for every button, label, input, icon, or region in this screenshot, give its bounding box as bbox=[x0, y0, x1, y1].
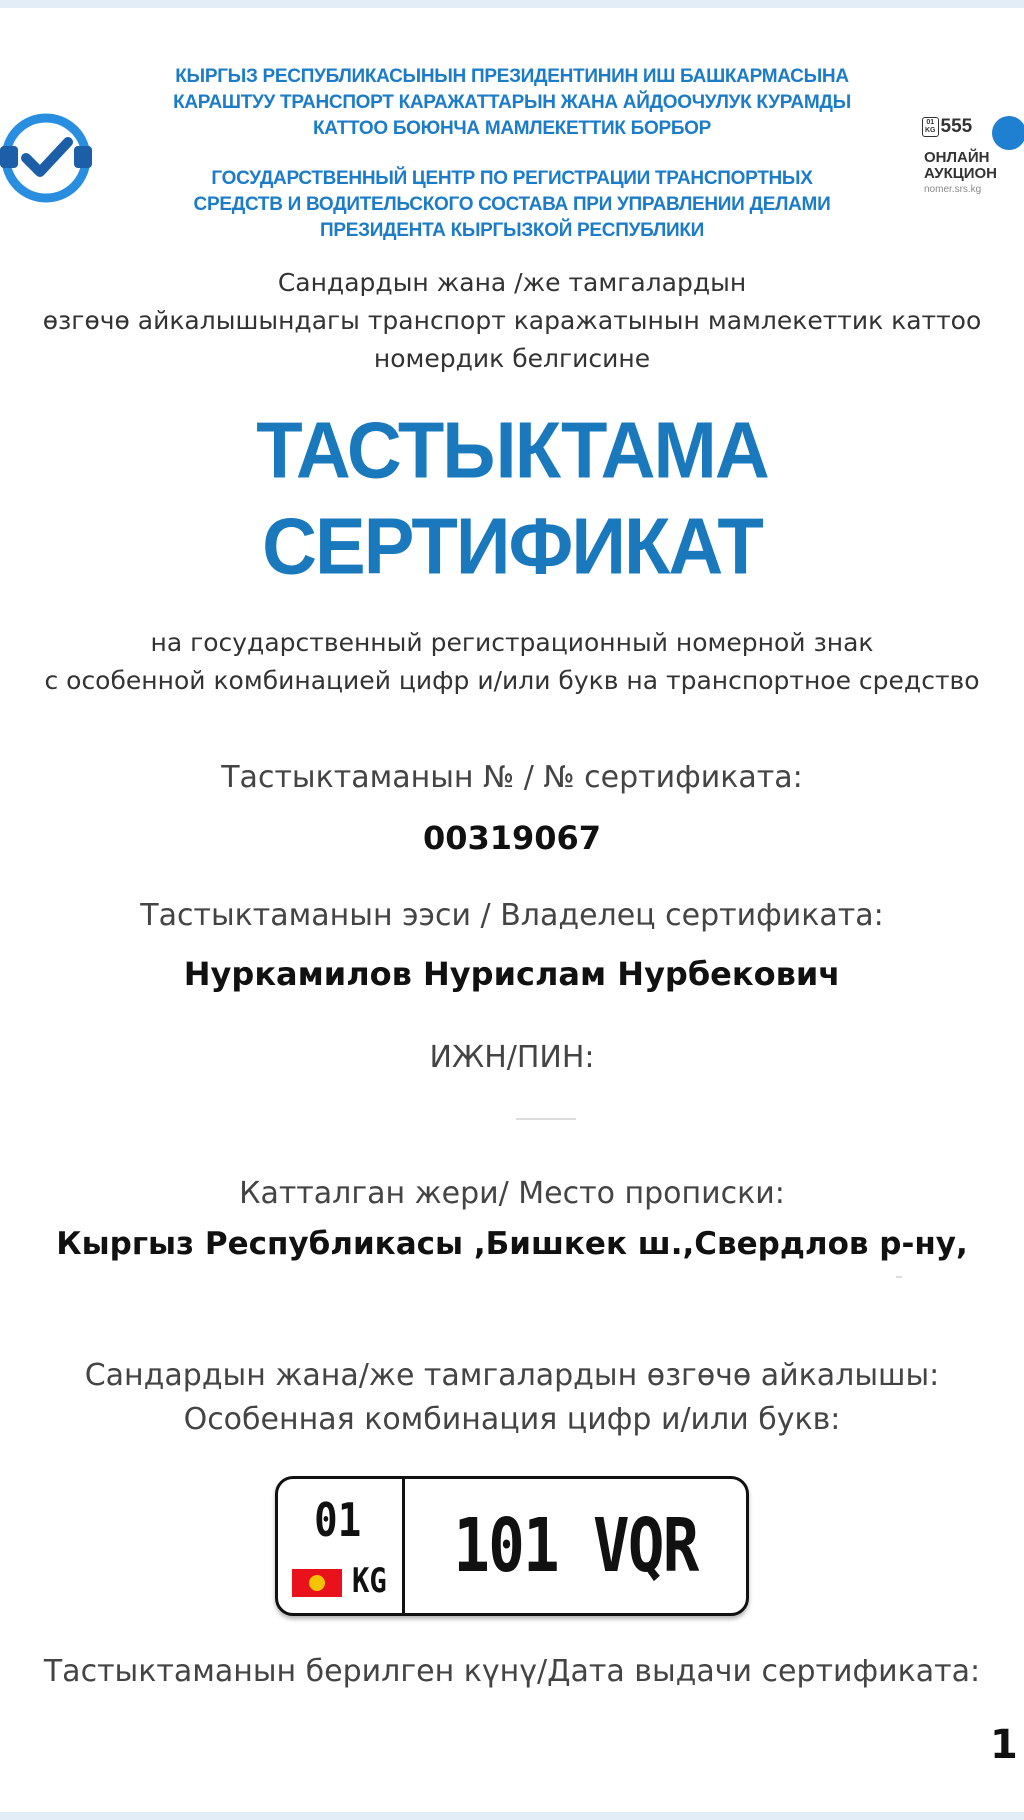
pin-redacted-mark bbox=[516, 1118, 576, 1120]
auction-ball-icon bbox=[992, 116, 1024, 150]
org-name-ru-line-2: СРЕДСТВ И ВОДИТЕЛЬСКОГО СОСТАВА ПРИ УПРАВЛЕНИИ ДЕЛАМИ bbox=[193, 194, 831, 215]
owner-label: Тастыктаманын ээси / Владелец сертификата: bbox=[140, 898, 884, 933]
auction-number: 01 KG 555 bbox=[922, 116, 972, 138]
license-plate bbox=[275, 1476, 749, 1616]
subtitle-ru-line-2: с особенной комбинацией цифр и/или букв на транспортное средство bbox=[44, 666, 980, 695]
org-name-kg-line-2: КАРАШТУУ ТРАНСПОРТ КАРАЖАТТАРЫН ЖАНА АЙДООЧУЛУК КУРАМДЫ bbox=[173, 92, 851, 113]
flag-sun-icon bbox=[309, 1575, 325, 1591]
org-name-kg-line-1: КЫРГЫЗ РЕСПУБЛИКАСЫНЫН ПРЕЗИДЕНТИНИН ИШ БАШКАРМАСЫНА bbox=[175, 66, 849, 87]
title-kg: ТАСТЫКТАМА bbox=[256, 405, 768, 496]
online-auction-badge bbox=[922, 116, 1022, 196]
cert-number-label: Тастыктаманын № / № сертификата: bbox=[221, 760, 803, 795]
address-value: Кыргыз Республикасы ,Бишкек ш.,Свердлов р-ну, bbox=[56, 1226, 968, 1262]
plate-country-code: KG bbox=[352, 1561, 387, 1601]
auction-mini-plate: 01 KG bbox=[922, 117, 939, 137]
issue-date-label: Тастыктаманын берилген күнү/Дата выдачи сертификата: bbox=[43, 1654, 981, 1689]
org-name-kg-line-3: КАТТОО БОЮНЧА МАМЛЕКЕТТИК БОРБОР bbox=[312, 118, 712, 139]
title-ru: СЕРТИФИКАТ bbox=[262, 501, 762, 592]
address-label: Катталган жери/ Место прописки: bbox=[239, 1176, 785, 1211]
owner-value: Нуркамилов Нурислам Нурбекович bbox=[183, 955, 841, 993]
auction-label-line-1: ОНЛАЙН bbox=[924, 149, 990, 166]
plate-number: 101 VQR bbox=[453, 1503, 698, 1589]
combo-label-kg: Сандардын жана/же тамгалардын өзгөчө айкалышы: bbox=[84, 1358, 940, 1393]
cert-number-value: 00319067 bbox=[422, 819, 602, 857]
plate-region-code: 01 bbox=[314, 1493, 362, 1547]
org-name-ru-line-1: ГОСУДАРСТВЕННЫЙ ЦЕНТР ПО РЕГИСТРАЦИИ ТРАНСПОРТНЫХ bbox=[211, 168, 813, 189]
kyrgyz-flag-icon bbox=[292, 1569, 342, 1597]
subtitle-kg-line-1: Сандардын жана /же тамгалардын bbox=[277, 268, 747, 297]
pin-label: ИЖН/ПИН: bbox=[429, 1040, 595, 1075]
subtitle-kg-line-3: номердик белгисине bbox=[373, 344, 651, 373]
certificate-page bbox=[0, 8, 1024, 1812]
plate-divider bbox=[402, 1479, 405, 1613]
address-faint-mark bbox=[896, 1276, 902, 1278]
issue-date-value: 1 bbox=[990, 1722, 1018, 1768]
subtitle-kg-line-2: өзгөчө айкалышындагы транспорт каражатынын мамлекеттик каттоо bbox=[42, 306, 982, 335]
org-name-ru-line-3: ПРЕЗИДЕНТА КЫРГЫЗКОЙ РЕСПУБЛИКИ bbox=[319, 220, 705, 241]
subtitle-ru-line-1: на государственный регистрационный номерной знак bbox=[150, 628, 874, 657]
combo-label-ru: Особенная комбинация цифр и/или букв: bbox=[183, 1402, 841, 1437]
auction-site: nomer.srs.kg bbox=[924, 184, 982, 195]
auction-label-line-2: АУКЦИОН bbox=[924, 165, 997, 182]
